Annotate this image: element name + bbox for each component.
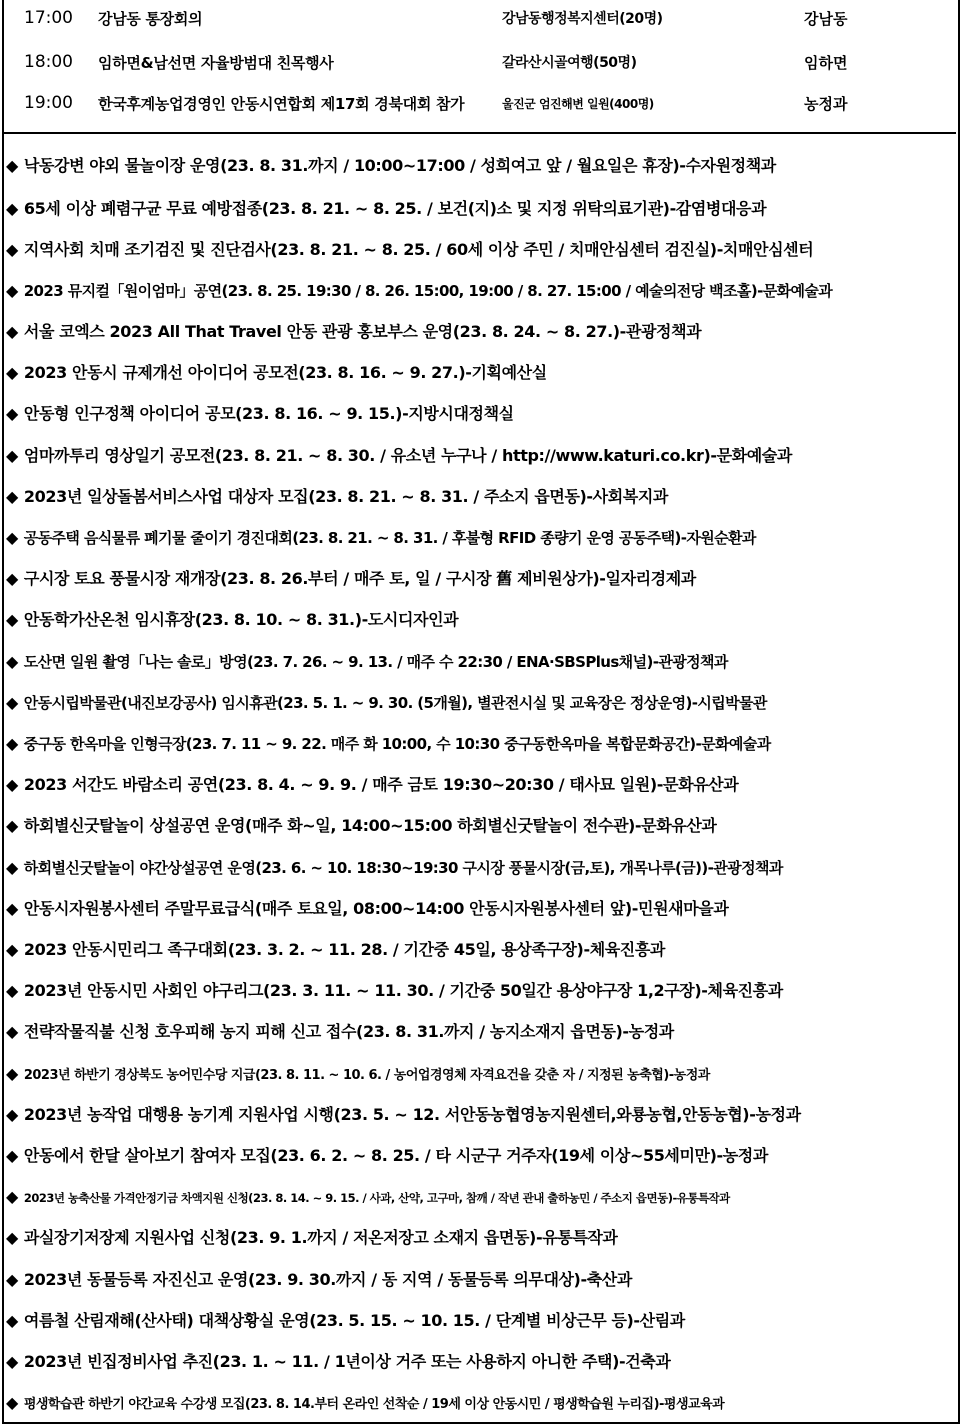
notice-text: 2023년 하반기 경상북도 농어민수당 지급(23. 8. 11. ~ 10. 6. / 농어업경영체 자격요건을 갖춘 자 / 지정된 농축협)-농정과 [23,1068,710,1083]
bullet-diamond-icon: ◆ [6,281,18,300]
notice-text: 공동주택 음식물류 폐기물 줄이기 경진대회(23. 8. 21. ~ 8. 31. / 후불형 RFID 종량기 운영 공동주택)-자원순환과 [23,529,756,547]
bullet-diamond-icon: ◆ [6,734,18,753]
notice-item [6,320,954,344]
notice-item [6,1350,954,1374]
schedule-event: 한국후계농업경영인 안동시연합회 제17회 경북대회 참가 [98,95,465,113]
notice-item [6,1185,954,1210]
bullet-diamond-icon: ◆ [6,610,18,629]
notice-text: 2023년 농축산물 가격안정기금 차액지원 신청(23. 8. 14. ~ 9. 15. / 사과, 산약, 고구마, 참깨 / 작년 관내 출하농민 / 주소지 읍면동)-유통특작과 [23,1191,730,1205]
section-divider [2,132,956,134]
notice-text: 2023 안동시민리그 족구대회(23. 3. 2. ~ 11. 28. / 기간중 45일, 용상족구장)-체육진흥과 [23,940,665,959]
bullet-diamond-icon: ◆ [6,446,18,465]
bullet-diamond-icon: ◆ [6,199,18,218]
bullet-diamond-icon: ◆ [6,775,18,794]
notice-item [6,732,954,756]
schedule-place: 강남동행정복지센터(20명) [502,11,663,27]
notice-text: 2023년 동물등록 자진신고 운영(23. 9. 30.까지 / 동 지역 / 동물등록 의무대상)-축산과 [23,1270,632,1289]
notice-item [6,979,954,1003]
schedule-dept: 강남동 [804,10,848,28]
notice-text: 과실장기저장제 지원사업 신청(23. 9. 1.까지 / 저온저장고 소재지 읍면동)-유통특작과 [23,1228,618,1247]
notice-item [6,1226,954,1250]
bullet-diamond-icon: ◆ [6,404,18,423]
notice-item [6,1268,954,1292]
schedule-dept: 임하면 [804,54,848,72]
notice-text: 여름철 산림재해(산사태) 대책상황실 운영(23. 5. 15. ~ 10. 15. / 단계별 비상근무 등)-산림과 [23,1311,685,1330]
notice-text: 2023년 농작업 대행용 농기계 지원사업 시행(23. 5. ~ 12. 서안동농협영농지원센터,와룡농협,안동농협)-농정과 [23,1105,801,1124]
notice-text: 전략작물직불 신청 호우피해 농지 피해 신고 접수(23. 8. 31.까지 / 농지소재지 읍면동)-농정과 [23,1022,674,1041]
notice-item [6,1020,954,1044]
notice-item [6,1309,954,1333]
bullet-diamond-icon: ◆ [6,487,18,506]
bullet-diamond-icon: ◆ [6,899,18,918]
bullet-diamond-icon: ◆ [6,1352,18,1371]
schedule-time: 19:00 [24,93,73,113]
schedule-row [0,85,956,125]
notice-text: 도산면 일원 촬영「나는 솔로」방영(23. 7. 26. ~ 9. 13. / 매주 수 22:30 / ENA·SBSPlus채널)-관광정책과 [23,653,728,671]
schedule-place: 갈라산시골여행(50명) [502,55,637,71]
bullet-diamond-icon: ◆ [6,363,18,382]
schedule-row [0,0,956,40]
bullet-diamond-icon: ◆ [6,693,18,712]
schedule-place: 울진군 엄진해변 일원(400명) [502,97,654,111]
notice-item [6,691,954,715]
bullet-diamond-icon: ◆ [6,1064,18,1083]
notice-text: 하회별신굿탈놀이 상설공연 운영(매주 화~일, 14:00~15:00 하회별신굿탈놀이 전수관)-문화유산과 [23,816,717,835]
notice-item [6,856,954,880]
schedule-time: 18:00 [24,52,73,72]
notice-text: 하회별신굿탈놀이 야간상설공연 운영(23. 6. ~ 10. 18:30~19:30 구시장 풍물시장(금,토), 개목나루(금))-관광정책과 [23,859,783,877]
notice-text: 중구동 한옥마을 인형극장(23. 7. 11 ~ 9. 22. 매주 화 10:00, 수 10:30 중구동한옥마을 복합문화공간)-문화예술과 [23,735,771,753]
notice-text: 안동시자원봉사센터 주말무료급식(매주 토요일, 08:00~14:00 안동시자원봉사센터 앞)-민원새마을과 [23,899,729,918]
notice-item [6,1391,954,1417]
notice-item [6,567,954,591]
notice-item [6,1062,954,1088]
bullet-diamond-icon: ◆ [6,816,18,835]
notice-item [6,773,954,797]
notice-item [6,1103,954,1127]
notice-item [6,526,954,550]
notice-item [6,814,954,838]
notice-item [6,279,954,303]
bullet-diamond-icon: ◆ [6,858,18,877]
bullet-diamond-icon: ◆ [6,1187,18,1206]
schedule-event: 강남동 통장회의 [98,10,203,28]
notice-text: 안동학가산온천 임시휴장(23. 8. 10. ~ 8. 31.)-도시디자인과 [23,610,459,629]
bullet-diamond-icon: ◆ [6,156,18,175]
bullet-diamond-icon: ◆ [6,240,18,259]
notice-item [6,485,954,509]
notice-item [6,650,954,674]
schedule-dept: 농정과 [804,95,848,113]
notice-item [6,238,954,262]
notice-text: 2023년 안동시민 사회인 야구리그(23. 3. 11. ~ 11. 30. / 기간중 50일간 용상야구장 1,2구장)-체육진흥과 [23,981,783,1000]
notice-item [6,608,954,632]
bullet-diamond-icon: ◆ [6,322,18,341]
notice-item [6,1144,954,1168]
bullet-diamond-icon: ◆ [6,1105,18,1124]
bullet-diamond-icon: ◆ [6,1270,18,1289]
notice-text: 2023 뮤지컬「원이엄마」공연(23. 8. 25. 19:30 / 8. 26. 15:00, 19:00 / 8. 27. 15:00 / 예술의전당 백조홀)-문화예술과 [23,282,833,300]
schedule-event: 임하면&남선면 자율방범대 친목행사 [98,54,334,72]
notice-item [6,154,954,178]
bullet-diamond-icon: ◆ [6,1022,18,1041]
bullet-diamond-icon: ◆ [6,1228,18,1247]
bullet-diamond-icon: ◆ [6,1311,18,1330]
notice-text: 엄마까투리 영상일기 공모전(23. 8. 21. ~ 8. 30. / 유소년 누구나 / http://www.katuri.co.kr)-문화예술과 [23,446,792,465]
bullet-diamond-icon: ◆ [6,1146,18,1165]
notice-item [6,938,954,962]
notice-text: 안동형 인구정책 아이디어 공모(23. 8. 16. ~ 9. 15.)-지방시대정책실 [23,404,514,423]
notice-text: 2023년 빈집정비사업 추진(23. 1. ~ 11. / 1년이상 거주 또는 사용하지 아니한 주택)-건축과 [23,1352,671,1371]
bullet-diamond-icon: ◆ [6,981,18,1000]
notice-text: 2023년 일상돌봄서비스사업 대상자 모집(23. 8. 21. ~ 8. 31. / 주소지 읍면동)-사회복지과 [23,487,668,506]
bullet-diamond-icon: ◆ [6,569,18,588]
notice-text: 지역사회 치매 조기검진 및 진단검사(23. 8. 21. ~ 8. 25. / 60세 이상 주민 / 치매안심센터 검진실)-치매안심센터 [23,240,814,259]
notice-text: 2023 서간도 바람소리 공연(23. 8. 4. ~ 9. 9. / 매주 금토 19:30~20:30 / 태사묘 일원)-문화유산과 [23,775,739,794]
notice-text: 구시장 토요 풍물시장 재개장(23. 8. 26.부터 / 매주 토, 일 / 구시장 舊 제비원상가)-일자리경제과 [23,569,696,588]
schedule-time: 17:00 [24,8,73,28]
notice-text: 안동에서 한달 살아보기 참여자 모집(23. 6. 2. ~ 8. 25. / 타 시군구 거주자(19세 이상~55세미만)-농정과 [23,1146,768,1165]
notice-item [6,197,954,221]
bullet-diamond-icon: ◆ [6,528,18,547]
bullet-diamond-icon: ◆ [6,652,18,671]
notice-text: 평생학습관 하반기 야간교육 수강생 모집(23. 8. 14.부터 온라인 선착순 / 19세 이상 안동시민 / 평생학습원 누리집)-평생교육과 [23,1397,725,1412]
notice-text: 2023 안동시 규제개선 아이디어 공모전(23. 8. 16. ~ 9. 27.)-기획예산실 [23,363,547,382]
notice-item [6,444,954,468]
notice-text: 서울 코엑스 2023 All That Travel 안동 관광 홍보부스 운영(23. 8. 24. ~ 8. 27.)-관광정책과 [23,322,702,341]
notice-item [6,402,954,426]
notice-item [6,897,954,921]
bullet-diamond-icon: ◆ [6,1393,18,1412]
notice-text: 안동시립박물관(내진보강공사) 임시휴관(23. 5. 1. ~ 9. 30. (5개월), 별관전시실 및 교육장은 정상운영)-시립박물관 [23,694,767,712]
notice-item [6,361,954,385]
schedule-row [0,44,956,84]
notice-text: 65세 이상 폐렴구균 무료 예방접종(23. 8. 21. ~ 8. 25. / 보건(지)소 및 지정 위탁의료기관)-감염병대응과 [23,199,767,218]
bullet-diamond-icon: ◆ [6,940,18,959]
notice-text: 낙동강변 야외 물놀이장 운영(23. 8. 31.까지 / 10:00~17:00 / 성희여고 앞 / 월요일은 휴장)-수자원정책과 [23,156,776,175]
